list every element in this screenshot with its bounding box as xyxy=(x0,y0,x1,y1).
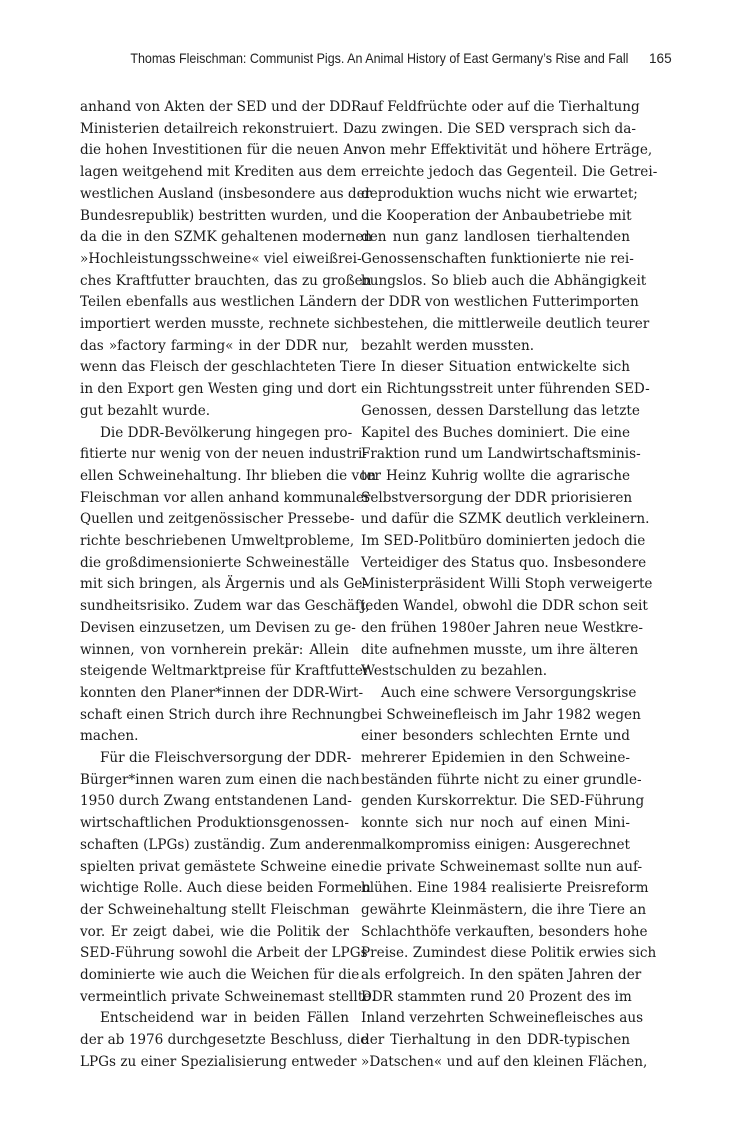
text-line: die hohen Investitionen für die neuen An- xyxy=(80,142,367,159)
text-line: da die in den SZMK gehaltenen modernen xyxy=(80,229,373,246)
text-line: Ministerpräsident Willi Stoph verweigerte xyxy=(361,576,653,593)
text-line: Bürger*innen waren zum einen die nach xyxy=(80,771,360,788)
text-line: mehrerer Epidemien in den Schweine- xyxy=(361,750,630,766)
text-line: blühen. Eine 1984 realisierte Preisreform xyxy=(361,880,649,897)
text-line: Schlachthöfe verkauften, besonders hohe xyxy=(361,923,648,940)
text-line: die Kooperation der Anbaubetriebe mit xyxy=(361,207,632,224)
text-line: mit sich bringen, als Ärgernis und als Ge- xyxy=(80,576,367,593)
text-line: der ab 1976 durchgesetzte Beschluss, die xyxy=(80,1032,369,1049)
text-line: »Hochleistungsschweine« viel eiweißrei- xyxy=(80,250,362,267)
text-line: bestehen, die mittlerweile deutlich teurer xyxy=(361,316,650,332)
text-line: gewährte Kleinmästern, die ihre Tiere an xyxy=(361,901,647,918)
text-line: Ministerien detailreich rekonstruiert. Da xyxy=(80,120,362,137)
text-line: auf Feldfrüchte oder auf die Tierhaltung xyxy=(361,99,640,115)
text-line: Kapitel des Buches dominiert. Die eine xyxy=(361,424,630,441)
text-line: spielten privat gemästete Schweine eine xyxy=(80,858,361,875)
text-line: bei Schweinefleisch im Jahr 1982 wegen xyxy=(361,706,641,723)
text-line: jeden Wandel, obwohl die DDR schon seit xyxy=(361,598,648,615)
text-line: bungslos. So blieb auch die Abhängigkeit xyxy=(361,272,647,289)
text-line: gut bezahlt wurde. xyxy=(80,402,211,419)
text-line: Teilen ebenfalls aus westlichen Ländern xyxy=(80,294,357,311)
text-line: steigende Weltmarktpreise für Kraftfutter xyxy=(80,663,370,680)
text-line: zu zwingen. Die SED versprach sich da- xyxy=(361,120,636,137)
text-line: LPGs zu einer Spezialisierung entweder xyxy=(80,1053,357,1070)
text-line: winnen, von vornherein prekär: Allein xyxy=(80,641,349,658)
text-line: lagen weitgehend mit Krediten aus dem xyxy=(80,164,357,181)
text-line: der DDR von westlichen Futterimporten xyxy=(361,294,639,311)
text-line: die großdimensionierte Schweineställe xyxy=(80,554,350,571)
text-line: deproduktion wuchs nicht wie erwartet; xyxy=(361,185,638,202)
text-line: ches Kraftfutter brauchten, das zu großen xyxy=(80,272,372,289)
text-line: wirtschaftlichen Produktionsgenossen- xyxy=(80,815,349,832)
text-line: vermeintlich private Schweinemast stellte. xyxy=(80,988,376,1005)
text-line: »Datschen« und auf den kleinen Flächen, xyxy=(361,1053,648,1070)
text-line: von mehr Effektivität und höhere Erträge, xyxy=(361,142,653,159)
text-line: Quellen und zeitgenössischer Pressebe- xyxy=(80,511,355,528)
text-line: einer besonders schlechten Ernte und xyxy=(361,728,630,745)
text-line: In dieser Situation entwickelte sich xyxy=(381,359,630,376)
text-line: Fraktion rund um Landwirtschaftsminis- xyxy=(361,446,641,463)
text-line: sundheitsrisiko. Zudem war das Geschäft, xyxy=(80,598,370,615)
text-line: dite aufnehmen musste, um ihre älteren xyxy=(361,641,639,658)
text-line: importiert werden musste, rechnete sich xyxy=(80,316,362,332)
text-line: Für die Fleischversorgung der DDR- xyxy=(100,750,352,766)
text-line: Inland verzehrten Schweinefleisches aus xyxy=(361,1010,644,1027)
text-line: wichtige Rolle. Auch diese beiden Formen xyxy=(80,880,371,897)
text-line: erreichte jedoch das Gegenteil. Die Getrei- xyxy=(361,164,658,181)
text-line: Genossenschaften funktionierte nie rei- xyxy=(361,250,634,267)
text-line: genden Kurskorrektur. Die SED-Führung xyxy=(361,793,645,810)
text-line: Entscheidend war in beiden Fällen xyxy=(100,1010,349,1027)
text-line: Westschulden zu bezahlen. xyxy=(361,663,548,680)
text-line: konnten den Planer*innen der DDR-Wirt- xyxy=(80,684,364,701)
text-line: beständen führte nicht zu einer grundle- xyxy=(361,771,642,788)
text-line: Genossen, dessen Darstellung das letzte xyxy=(361,402,640,419)
text-line: Auch eine schwere Versorgungskrise xyxy=(381,684,637,701)
text-line: Die DDR-Bevölkerung hingegen pro- xyxy=(100,424,353,441)
text-line: konnte sich nur noch auf einen Mini- xyxy=(361,815,630,832)
text-line: Fleischman vor allen anhand kommunaler xyxy=(80,489,371,506)
text-line: dominierte wie auch die Weichen für die xyxy=(80,967,360,983)
text-line: der Tierhaltung in den DDR-typischen xyxy=(361,1032,630,1049)
text-line: wenn das Fleisch der geschlachteten Tiere xyxy=(80,359,377,376)
text-line: machen. xyxy=(80,728,139,745)
text-line: die private Schweinemast sollte nun auf- xyxy=(361,858,643,875)
text-line: als erfolgreich. In den späten Jahren der xyxy=(361,967,642,983)
running-head: Thomas Fleischman: Communist Pigs. An Animal History of East Germany’s Rise and Fall xyxy=(129,51,628,66)
text-line: den nun ganz landlosen tierhaltenden xyxy=(361,229,630,246)
text-line: Verteidiger des Status quo. Insbesondere xyxy=(361,554,647,571)
text-line: schaften (LPGs) zuständig. Zum anderen xyxy=(80,836,362,853)
text-line: Devisen einzusetzen, um Devisen zu ge- xyxy=(80,619,356,636)
text-line: Preise. Zumindest diese Politik erwies sich xyxy=(361,945,657,962)
page-header xyxy=(0,51,731,71)
text-line: der Schweinehaltung stellt Fleischman xyxy=(80,901,350,918)
text-line: ter Heinz Kuhrig wollte die agrarische xyxy=(361,467,630,484)
text-line: Selbstversorgung der DDR priorisieren xyxy=(361,489,633,506)
text-line: anhand von Akten der SED und der DDR- xyxy=(80,99,366,115)
text-line: ein Richtungsstreit unter führenden SED- xyxy=(361,381,650,398)
text-line: Bundesrepublik) bestritten wurden, und xyxy=(80,207,358,224)
text-line: in den Export gen Westen ging und dort xyxy=(80,381,357,398)
text-line: ellen Schweinehaltung. Ihr blieben die von xyxy=(80,467,377,484)
text-line: vor. Er zeigt dabei, wie die Politik der xyxy=(80,923,349,940)
text-line: das »factory farming« in der DDR nur, xyxy=(80,337,349,354)
text-line: fitierte nur wenig von der neuen industri- xyxy=(80,446,368,463)
text-line: 1950 durch Zwang entstandenen Land- xyxy=(80,793,352,810)
text-line: malkompromiss einigen: Ausgerechnet xyxy=(361,836,630,853)
text-line: DDR stammten rund 20 Prozent des im xyxy=(361,988,632,1005)
text-line: Im SED-Politbüro dominierten jedoch die xyxy=(361,533,646,549)
text-line: den frühen 1980er Jahren neue Westkre- xyxy=(361,619,644,636)
text-line: westlichen Ausland (insbesondere aus der xyxy=(80,185,372,202)
text-line: schaft einen Strich durch ihre Rechnung xyxy=(80,706,362,723)
page-number: 165 xyxy=(649,51,672,66)
text-line: bezahlt werden mussten. xyxy=(361,337,535,354)
text-line: SED-Führung sowohl die Arbeit der LPGs xyxy=(80,945,368,962)
text-line: richte beschriebenen Umweltprobleme, xyxy=(80,533,355,549)
text-line: und dafür die SZMK deutlich verkleinern. xyxy=(361,511,650,528)
